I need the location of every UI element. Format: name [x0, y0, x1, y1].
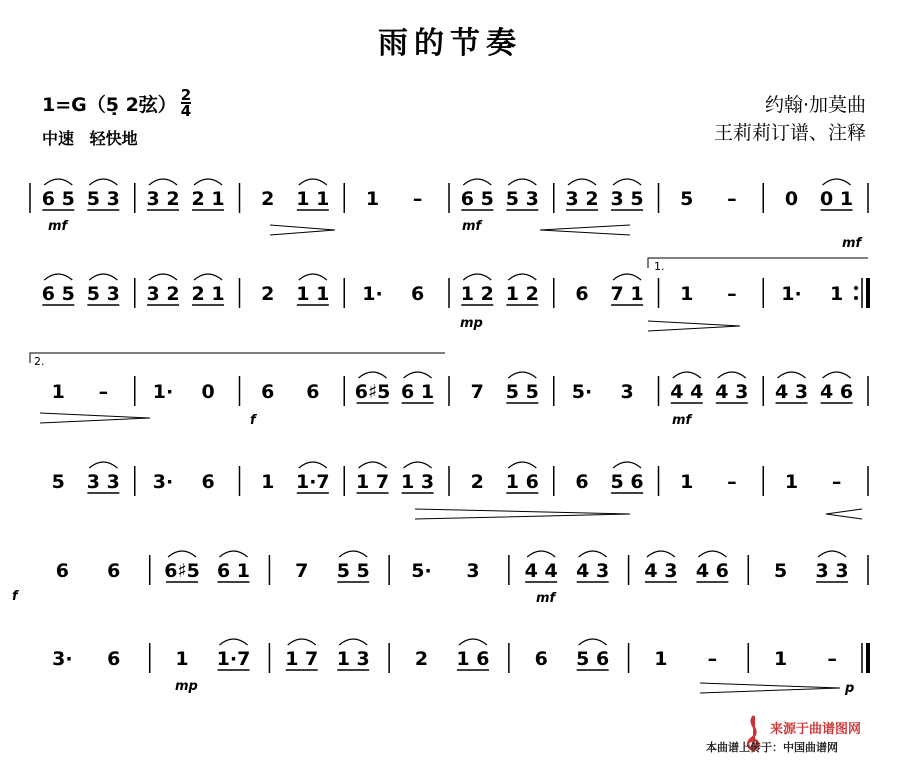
slur — [673, 372, 701, 378]
key-text: 1=G（5̣ 2弦） — [42, 93, 177, 116]
slur — [613, 179, 641, 185]
note-group: 5 6 — [610, 471, 644, 493]
slur — [299, 462, 327, 468]
composer-credit: 约翰·加莫曲 — [764, 94, 866, 116]
note-group: 1 — [261, 471, 275, 493]
note-group: 7 1 — [610, 283, 644, 305]
dynamic-marking: mf — [536, 591, 556, 606]
note-group: 3· — [152, 471, 174, 493]
watermark: 来源于曲谱图网 — [770, 722, 862, 737]
note-group: 5 3 — [86, 283, 120, 305]
note-group: 1 1 — [296, 283, 330, 305]
note-group: 4 4 — [524, 560, 558, 582]
note-group: 5 5 — [336, 560, 370, 582]
slur — [579, 551, 607, 557]
note-group: 7 — [470, 381, 484, 403]
note-group: 3· — [52, 648, 73, 670]
note-group: 6 1 — [401, 381, 435, 403]
note-group: 5 — [773, 560, 788, 582]
time-bottom: 4 — [180, 102, 192, 120]
slur — [568, 179, 596, 185]
note-group: 6 — [306, 381, 320, 403]
note-group: 6♯5 — [354, 381, 391, 403]
note-group: – — [827, 648, 837, 670]
slur — [89, 179, 117, 185]
note-group: – — [831, 471, 842, 493]
note-group: 5 — [680, 188, 694, 210]
slur — [149, 179, 177, 185]
note-group: 3 5 — [610, 188, 644, 210]
note-group: – — [707, 648, 718, 670]
note-group: 6 — [261, 381, 275, 403]
note-group: 6 — [201, 471, 215, 493]
note-group: 6 — [55, 560, 69, 582]
dynamic-marking: mp — [460, 316, 483, 331]
slur — [89, 274, 117, 280]
time-top: 2 — [180, 86, 192, 104]
note-group: 1 — [680, 471, 694, 493]
note-group: 3 3 — [86, 471, 120, 493]
slur — [459, 639, 487, 645]
slur — [299, 274, 327, 280]
note-group: 1 3 — [336, 648, 370, 670]
slur — [778, 372, 806, 378]
note-group: 6♯5 — [164, 560, 200, 582]
source-note: 本曲谱上传于：中国曲谱网 — [706, 741, 838, 754]
note-group: 5 5 — [505, 381, 539, 403]
slur — [44, 274, 72, 280]
slur — [508, 274, 536, 280]
note-group: 1 7 — [356, 471, 390, 493]
slur — [220, 639, 248, 645]
dynamic-marking: p — [845, 681, 855, 696]
note-group: 1 — [773, 648, 788, 670]
diminuendo-hairpin — [700, 683, 840, 693]
slur — [339, 551, 367, 557]
slur — [168, 551, 196, 557]
note-group: 1 — [784, 471, 799, 493]
slur — [220, 551, 248, 557]
slur — [508, 372, 536, 378]
slur — [149, 274, 177, 280]
note-group: 1·7 — [295, 471, 330, 493]
note-group: 1 — [51, 381, 65, 403]
slur — [463, 274, 491, 280]
arranger-credit: 王莉莉订谱、注释 — [713, 122, 866, 144]
note-group: 4 6 — [695, 560, 729, 582]
note-group: 5 3 — [86, 188, 120, 210]
slur — [718, 372, 746, 378]
note-group: – — [412, 188, 423, 210]
slur — [823, 179, 851, 185]
repeat-dot — [854, 296, 858, 300]
dynamic-marking: mf — [462, 219, 482, 234]
note-group: 1 — [829, 283, 844, 305]
slur — [463, 179, 491, 185]
note-group: 5 6 — [576, 648, 610, 670]
note-group: 3 2 — [146, 283, 180, 305]
note-group: 1 — [654, 648, 668, 670]
diminuendo-hairpin — [415, 509, 630, 519]
slur — [508, 179, 536, 185]
note-group: 6 — [107, 560, 121, 582]
note-group: 5· — [411, 560, 432, 582]
slur — [194, 274, 222, 280]
note-group: 1· — [152, 381, 174, 403]
note-group: 4 3 — [775, 381, 809, 403]
note-group: 6 — [410, 283, 425, 305]
note-group: 4 4 — [670, 381, 704, 403]
note-group: 1 6 — [456, 648, 490, 670]
diminuendo-hairpin — [270, 225, 335, 235]
note-group: 0 — [201, 381, 215, 403]
note-group: 7 — [295, 560, 309, 582]
volta-label-1: 1. — [654, 260, 665, 273]
note-group: 6 — [534, 648, 548, 670]
note-group: 6 5 — [460, 188, 494, 210]
dynamic-marking: mf — [48, 219, 68, 234]
note-group: 5 — [51, 471, 65, 493]
slur — [404, 372, 432, 378]
note-group: 2 — [414, 648, 429, 670]
slur — [823, 372, 851, 378]
note-group: 5 3 — [505, 188, 539, 210]
note-group: 1 — [680, 283, 694, 305]
slur — [44, 179, 72, 185]
dynamic-marking: mf — [842, 236, 862, 251]
note-group: 6 — [575, 283, 589, 305]
slur — [339, 639, 367, 645]
note-group: 2 1 — [191, 283, 225, 305]
volta-bracket-2 — [30, 353, 445, 363]
volta-bracket-1 — [648, 258, 868, 268]
slur — [613, 462, 641, 468]
note-group: 1 2 — [460, 283, 494, 305]
note-group: 1· — [362, 283, 383, 305]
slur — [359, 372, 387, 378]
note-group: 4 3 — [715, 381, 749, 403]
slur — [288, 639, 316, 645]
slur — [359, 462, 387, 468]
slur — [404, 462, 432, 468]
diminuendo-hairpin — [648, 321, 740, 331]
note-group: 2 1 — [191, 188, 225, 210]
note-group: 6 1 — [216, 560, 251, 582]
slur — [508, 462, 536, 468]
note-group: 3 — [620, 381, 634, 403]
note-group: 0 1 — [820, 188, 854, 210]
slur — [299, 179, 327, 185]
note-group: – — [98, 381, 109, 403]
slur — [647, 551, 675, 557]
note-group: 1 — [175, 648, 189, 670]
crescendo-hairpin — [826, 509, 862, 519]
note-group: 1 7 — [285, 648, 319, 670]
slur — [579, 639, 607, 645]
crescendo-hairpin — [540, 225, 630, 235]
note-group: 5· — [571, 381, 593, 403]
note-group: 6 — [107, 648, 121, 670]
dynamic-marking: mf — [672, 413, 692, 428]
dynamic-marking: f — [250, 413, 256, 428]
note-group: 4 3 — [576, 560, 610, 582]
dynamic-marking: f — [12, 589, 18, 604]
note-group: 2 — [470, 471, 484, 493]
note-group: 6 5 — [41, 188, 75, 210]
dynamic-marking: mp — [175, 679, 198, 694]
note-group: 3 — [466, 560, 480, 582]
note-group: 1 — [365, 188, 380, 210]
diminuendo-hairpin — [40, 413, 150, 423]
note-group: 1 2 — [505, 283, 539, 305]
note-group: 3 2 — [146, 188, 180, 210]
slur — [527, 551, 555, 557]
slur — [613, 274, 641, 280]
tempo-marking: 中速 轻快地 — [42, 129, 138, 148]
note-group: 1·7 — [216, 648, 251, 670]
note-group: 6 — [575, 471, 589, 493]
slur — [89, 462, 117, 468]
slur — [698, 551, 726, 557]
note-group: 3 2 — [565, 188, 599, 210]
note-group: 1 6 — [505, 471, 539, 493]
note-group: – — [727, 471, 737, 493]
note-group: – — [727, 188, 737, 210]
note-group: 2 — [261, 188, 275, 210]
note-group: 6 5 — [41, 283, 75, 305]
slur — [818, 551, 846, 557]
note-group: 0 — [784, 188, 799, 210]
note-group: 2 — [261, 283, 275, 305]
slur — [194, 179, 222, 185]
note-group: 3 3 — [815, 560, 849, 582]
repeat-dot — [854, 286, 858, 290]
page-title: 雨的节奏 — [378, 26, 522, 61]
note-group: 1 3 — [401, 471, 435, 493]
note-group: 1· — [781, 283, 802, 305]
note-group: – — [727, 283, 737, 305]
volta-label-2: 2. — [34, 355, 45, 368]
note-group: 4 6 — [820, 381, 854, 403]
note-group: 4 3 — [644, 560, 678, 582]
note-group: 1 1 — [296, 188, 330, 210]
